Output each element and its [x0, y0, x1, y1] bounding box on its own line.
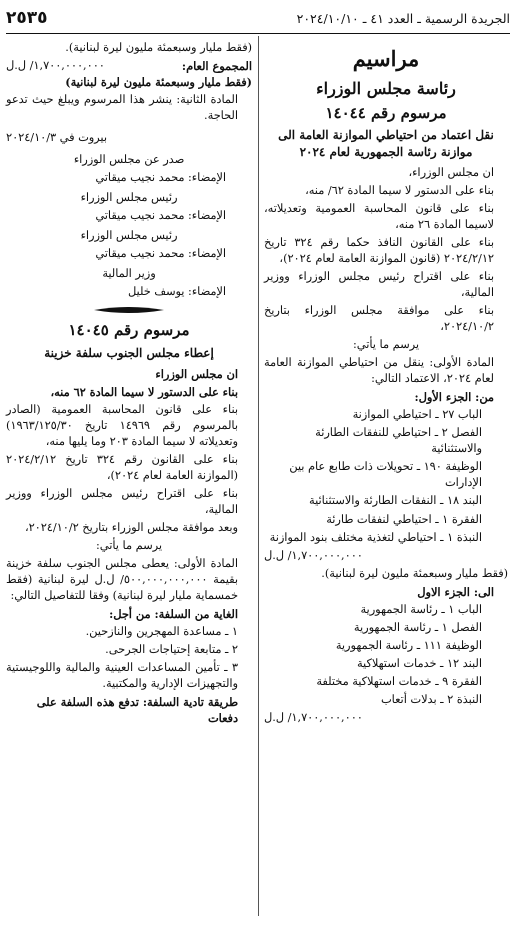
signature-title: صدر عن مجلس الوزراء [73, 153, 185, 167]
header-rule [6, 33, 510, 34]
preamble-line: وبعد موافقة مجلس الوزراء بتاريخ ٢٠٢٤/١٠/٢، [24, 521, 238, 535]
article-two: المادة الثانية: ينشر هذا المرسوم ويبلغ حيث تدعو الحاجة. [6, 93, 238, 123]
signature-title: رئيس مجلس الوزراء [80, 229, 178, 243]
total-label: المجموع العام: [181, 59, 252, 74]
from-item: الوظيفة ١٩٠ ـ تحويلات ذات طابع عام بين الإدارات [289, 460, 482, 490]
page-header [6, 6, 510, 30]
signature-title: رئيس مجلس الوزراء [80, 191, 178, 205]
purpose-item: ٢ ـ متابعة إحتياجات الجرحى. [105, 643, 238, 657]
signature-name: الإمضاء: محمد نجيب ميقاتي [95, 247, 226, 261]
to-label: الى: الجزء الاول [417, 584, 494, 599]
decrees-line: يرسم ما يأتي: [96, 539, 162, 553]
preamble-line: بناء على القانون رقم ٣٢٤ تاريخ ٢٠٢٤/٢/١٢ (الموازنة العامة لعام ٢٠٢٤)، [6, 452, 238, 482]
amount-value: ١,٧٠٠,٠٠٠,٠٠٠/ ل.ل [264, 710, 363, 724]
to-item: البند ١٢ ـ خدمات استهلاكية [357, 656, 482, 670]
ornament-icon [94, 306, 164, 314]
preamble-line: بناء على موافقة مجلس الوزراء بتاريخ ٢٠٢٤/١٠/٢، [264, 304, 494, 334]
total-words: (فقط مليار وسبعمئة مليون ليرة لبنانية) [65, 75, 252, 90]
place-date: بيروت في ٢٠٢٤/١٠/٣ [6, 131, 107, 145]
decrees-line: يرسم ما يأتي: [353, 338, 419, 352]
decree-subject: نقل اعتماد من احتياطي الموازنة العامة الى موازنة رئاسة الجمهورية لعام ٢٠٢٤ [278, 127, 494, 159]
decree-title: مرسوم رقم ١٤٠٤٤ [325, 103, 447, 122]
amount-words: (فقط مليار وسبعمئة مليون ليرة لبنانية). [321, 566, 508, 580]
total-row [6, 58, 252, 74]
to-item: الباب ١ ـ رئاسة الجمهورية [360, 602, 482, 616]
signature-name: الإمضاء: محمد نجيب ميقاتي [95, 209, 226, 223]
signature-title: وزير المالية [102, 267, 156, 281]
preamble-line: بناء على الدستور لا سيما المادة ٦٢/ منه، [305, 183, 494, 197]
left-column [6, 40, 252, 728]
from-item: الفقرة ١ ـ احتياطي لنفقات طارئة [326, 512, 482, 526]
preamble-line: ان مجلس الوزراء، [408, 165, 494, 179]
preamble-line: بناء على اقتراح رئيس مجلس الوزراء ووزير المالية، [6, 486, 238, 517]
preamble-line: بناء على قانون المحاسبة العمومية وتعديلاته، لاسيما المادة ٢٦ منه، [264, 201, 494, 231]
section-title: مراسيم [352, 46, 420, 71]
signature-name: الإمضاء: يوسف خليل [128, 285, 226, 299]
from-item: النبذة ١ ـ احتياطي لتغذية مختلف بنود الموازنة [269, 530, 482, 544]
amount-words: (فقط مليار وسبعمئة مليون ليرة لبنانية). [65, 41, 252, 54]
purpose-item: ١ ـ مساعدة المهجرين والنازحين. [85, 625, 238, 639]
article-one: المادة الأولى: يعطى مجلس الجنوب سلفة خزينة بقيمة ٥٠٠,٠٠٠,٠٠٠,٠٠٠/ ل.ل ليرة لبنانية (فقط خمسماية مليار ليرة لبنانية) وفقا للتفاصيل التالي: [6, 557, 238, 603]
gazette-title: الجريدة الرسمية ـ العدد ٤١ ـ ٢٠٢٤/١٠/١٠ [296, 10, 510, 26]
preamble-line: بناء على قانون المحاسبة العمومية (الصادر بالمرسوم رقم ١٤٩٦٩ تاريخ ١٩٦٣/١٢٥/٣٠) وتعديلاته لا سيما المادة ٢٠٣ وما يليها منه، [6, 402, 238, 448]
to-item: النبذة ٢ ـ بدلات أتعاب [381, 692, 482, 706]
repayment-line: طريقة تادية السلفة: تدفع هذه السلفة على دفعات [36, 695, 238, 726]
preamble-line: ان مجلس الوزراء [155, 366, 238, 381]
preamble-line: بناء على اقتراح رئيس مجلس الوزراء ووزير المالية، [264, 270, 494, 300]
authority-title: رئاسة مجلس الوزراء [316, 78, 456, 98]
from-item: الباب ٢٧ ـ احتياطي الموازنة [352, 408, 482, 422]
amount-value: ١,٧٠٠,٠٠٠,٠٠٠/ ل.ل [264, 548, 363, 562]
decree-subject: إعطاء مجلس الجنوب سلفة خزينة [44, 345, 214, 360]
to-item: الوظيفة ١١١ ـ رئاسة الجمهورية [335, 638, 482, 652]
to-item: الفصل ١ ـ رئاسة الجمهورية [353, 620, 482, 634]
preamble-line: بناء على القانون النافذ حكما رقم ٣٢٤ تاريخ ٢٠٢٤/٢/١٢ (قانون الموازنة العامة لعام ٢٠٢٤)، [264, 236, 495, 266]
decree-title: مرسوم رقم ١٤٠٤٥ [68, 321, 190, 340]
page-number: ٢٥٣٥ [6, 8, 48, 28]
article-one: المادة الأولى: ينقل من احتياطي الموازنة العامة لعام ٢٠٢٤، الاعتماد التالي: [264, 356, 494, 386]
purpose-item: ٣ ـ تأمين المساعدات العينية والمالية واللوجيستية والتجهيزات الإدارية والمكتبية. [6, 661, 238, 691]
from-item: البند ١٨ ـ النفقات الطارئة والاستثنائية [309, 494, 482, 508]
from-label: من: الجزء الأول: [414, 390, 494, 405]
column-separator [258, 36, 259, 916]
from-item: الفصل ٢ ـ احتياطي للنفقات الطارئة والاستثنائية [315, 426, 482, 456]
signature-name: الإمضاء: محمد نجيب ميقاتي [95, 171, 226, 185]
total-value: ١,٧٠٠,٠٠٠,٠٠٠/ ل.ل [6, 59, 105, 73]
right-column [264, 40, 508, 728]
ornament-divider [6, 306, 252, 314]
purpose-label: الغاية من السلفة: من أجل: [109, 607, 238, 622]
to-item: الفقرة ٩ ـ خدمات استهلاكية مختلفة [316, 674, 482, 688]
preamble-line: بناء على الدستور لا سيما المادة ٦٢ منه، [50, 384, 238, 399]
